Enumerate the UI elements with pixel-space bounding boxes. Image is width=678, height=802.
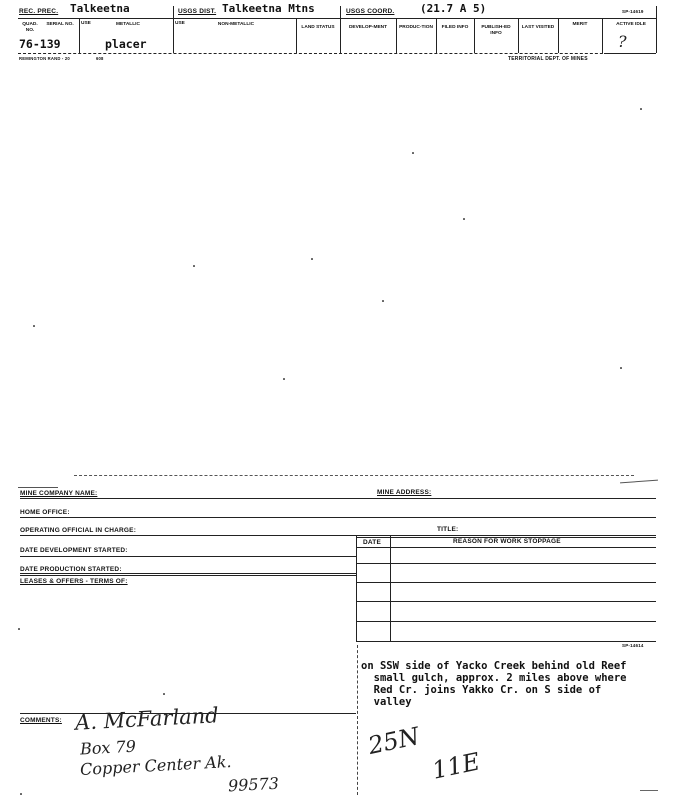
agency-mark: TERRITORIAL DEPT. OF MINES: [508, 56, 588, 62]
printer-code: 608: [96, 56, 104, 61]
title-label: TITLE:: [437, 526, 459, 533]
col-merit: MERIT: [572, 22, 588, 27]
leases-label: LEASES & OFFERS - TERMS OF:: [20, 578, 128, 585]
col-nonmetallic: NON-METALLIC: [217, 22, 255, 27]
col-active-idle: ACTIVE IDLE: [616, 22, 646, 27]
operating-official-label: OPERATING OFFICIAL IN CHARGE:: [20, 527, 137, 534]
range-handwritten: 11E: [429, 747, 483, 785]
col-development: DEVELOP-MENT: [348, 25, 388, 30]
form-number-top: SP-14619: [622, 9, 644, 14]
home-office-label: HOME OFFICE:: [20, 509, 70, 516]
usgs-dist-value: Talkeetna Mtns: [222, 2, 315, 15]
col-serial-no: SERIAL NO.: [46, 22, 74, 27]
location-line: small gulch, approx. 2 miles above where: [361, 672, 627, 684]
usgs-dist-label: USGS DIST.: [178, 8, 217, 15]
comments-handwritten-name: A. McFarland: [74, 703, 220, 735]
usgs-coord-label: USGS COORD.: [346, 8, 395, 15]
col-filed-info: FILED INFO: [441, 25, 469, 30]
date-production-label: DATE PRODUCTION STARTED:: [20, 566, 122, 573]
col-published-info: PUBLISH-ED INFO: [481, 25, 511, 36]
record-quad-serial: 76-139: [19, 37, 61, 51]
col-quad-no: QUAD. NO.: [22, 22, 38, 33]
mine-address-label: MINE ADDRESS:: [377, 489, 432, 496]
col-production: PRODUC-TION: [399, 25, 433, 30]
location-line: Red Cr. joins Yakko Cr. on S side of: [361, 684, 602, 696]
record-active-idle-mark: ?: [618, 32, 627, 51]
col-metallic: METALLIC: [116, 22, 140, 27]
date-development-label: DATE DEVELOPMENT STARTED:: [20, 547, 128, 554]
col-use-nonmetallic: USE: [175, 21, 185, 26]
location-text: [361, 660, 627, 708]
date-col-label: DATE: [363, 539, 382, 546]
record-metallic: placer: [105, 37, 147, 51]
rec-prec-value: Talkeetna: [70, 2, 130, 15]
township-handwritten: 25N: [365, 721, 422, 761]
reason-col-label: REASON FOR WORK STOPPAGE: [453, 538, 561, 545]
form-number-bottom: SP-14614: [622, 643, 644, 648]
comments-label: COMMENTS:: [20, 717, 62, 724]
comments-handwritten-zip: 99573: [227, 773, 280, 796]
col-use-metallic: USE: [81, 21, 91, 26]
mine-company-name-label: MINE COMPANY NAME:: [20, 490, 98, 497]
usgs-coord-value: (21.7 A 5): [420, 2, 487, 15]
col-last-visited: LAST VISITED: [521, 25, 555, 30]
comments-handwritten-box: Box 79: [79, 736, 137, 759]
rec-prec-label: REC. PREC.: [19, 8, 59, 15]
location-line: valley: [361, 696, 412, 708]
col-land-status: LAND STATUS: [301, 25, 335, 30]
comments-handwritten-city: Copper Center Ak.: [79, 752, 232, 779]
location-line: on SSW side of Yacko Creek behind old Reef: [361, 660, 627, 672]
printer-mark: REMINGTON RAND - 20: [19, 56, 70, 61]
